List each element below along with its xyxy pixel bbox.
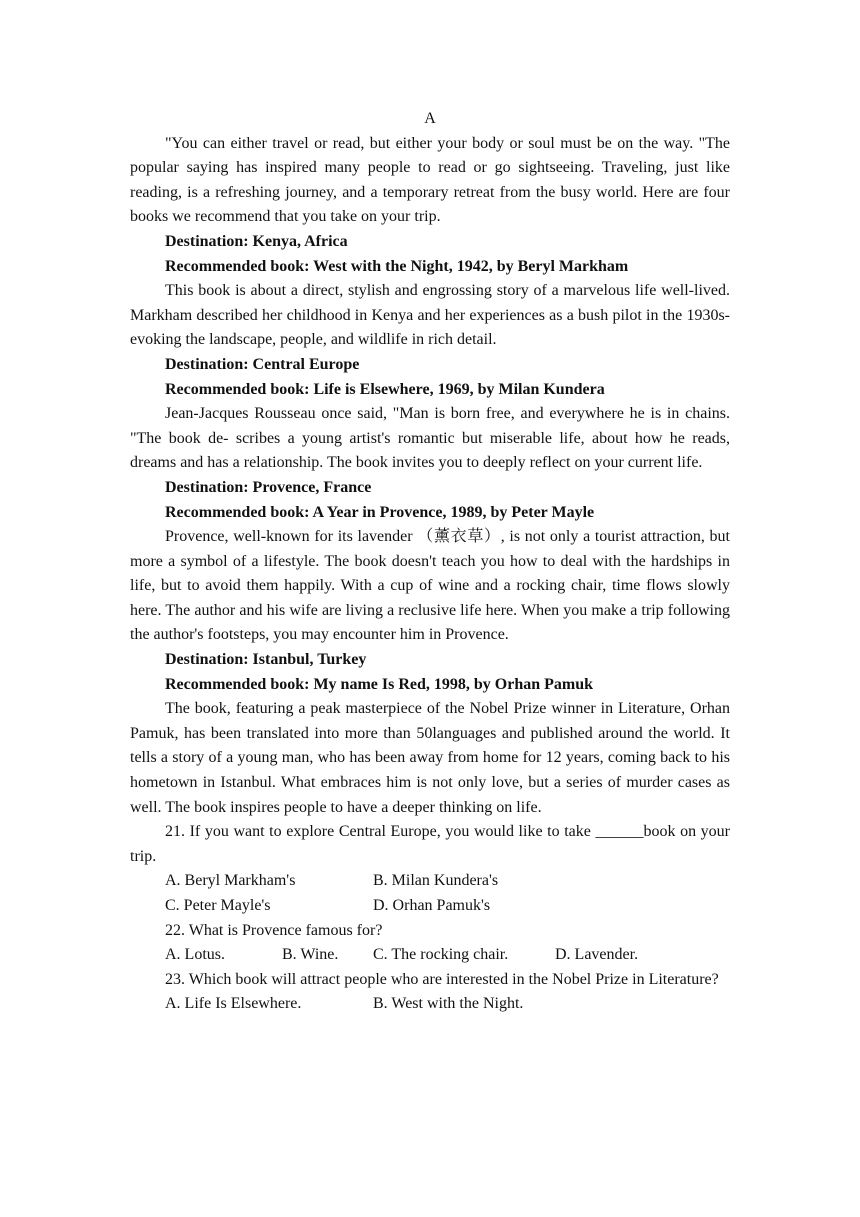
option-d: D. Lavender. (555, 946, 639, 964)
question-22-stem: 22. What is Provence famous for? (165, 921, 383, 939)
option-b: B. Milan Kundera's (373, 872, 499, 890)
question-21-options-row (130, 894, 730, 919)
book-description: The book, featuring a peak masterpiece of the Nobel Prize winner in Literature, Orhan Pamuk, has been translated into more than 50languages and published around the world. It tells a story of a young man, who has been away from home for 12 years, coming back to his hometown in Istanbul. What embraces him is not only love, but a series of murder cases as well. The book inspires people to have a deeper thinking on life. (130, 700, 730, 816)
question-23-stem: 23. Which book will attract people who are interested in the Nobel Prize in Literature? (165, 970, 719, 988)
option-a: A. Beryl Markham's (165, 872, 296, 890)
recommended-book-heading: Recommended book: West with the Night, 1942, by Beryl Markham (165, 257, 629, 275)
option-c: C. The rocking chair. (373, 946, 509, 964)
option-d: D. Orhan Pamuk's (373, 897, 491, 914)
question-21-stem: 21. If you want to explore Central Europe, you would like to take ______book on your trip. (130, 823, 730, 865)
destination-heading: Destination: Central Europe (165, 355, 360, 373)
book-description: Provence, well-known for its lavender （薰衣草）, is not only a tourist attraction, but more a symbol of a lifestyle. The book doesn't teach you how to deal with the hardships in life, but to avoid them happily. With a cup of wine and a rocking chair, time flows slowly here. The author and his wife are living a reclusive life here. When you make a trip following the author's footsteps, you may encounter him in Provence. (130, 528, 730, 644)
intro-paragraph: "You can either travel or read, but either your body or soul must be on the way. "The popular saying has inspired many people to read or go sightseeing. Traveling, just like reading, is a refreshing journey, and a temporary retreat from the busy world. Here are four books we recommend that you take on your trip. (130, 134, 730, 226)
recommended-book-heading: Recommended book: My name Is Red, 1998, by Orhan Pamuk (165, 675, 594, 693)
question-22-options-row (130, 943, 730, 968)
question-23-options-row (130, 992, 730, 1017)
book-description: Jean-Jacques Rousseau once said, "Man is born free, and everywhere he is in chains. "The book de- scribes a young artist's romantic but miserable life, about how he reads, dreams and has a relationship. The book invites you to deeply reflect on your current life. (130, 405, 730, 472)
option-c: C. Peter Mayle's (165, 897, 271, 914)
passage-label: A (424, 110, 436, 127)
recommended-book-heading: Recommended book: A Year in Provence, 1989, by Peter Mayle (165, 503, 595, 521)
option-a: A. Lotus. (165, 946, 225, 964)
recommended-book-heading: Recommended book: Life is Elsewhere, 1969, by Milan Kundera (165, 380, 605, 398)
question-21-options-row (130, 869, 730, 894)
option-a: A. Life Is Elsewhere. (165, 995, 302, 1013)
option-b: B. Wine. (282, 946, 339, 964)
book-description: This book is about a direct, stylish and engrossing story of a marvelous life well-lived. Markham described her childhood in Kenya and her experiences as a bush pilot in the 1930s-evoking the landscape, people, and wildlife in rich detail. (130, 282, 730, 349)
destination-heading: Destination: Istanbul, Turkey (165, 651, 367, 669)
reading-passage (130, 107, 730, 1017)
destination-heading: Destination: Provence, France (165, 478, 372, 496)
destination-heading: Destination: Kenya, Africa (165, 232, 348, 250)
option-b: B. West with the Night. (373, 995, 524, 1013)
